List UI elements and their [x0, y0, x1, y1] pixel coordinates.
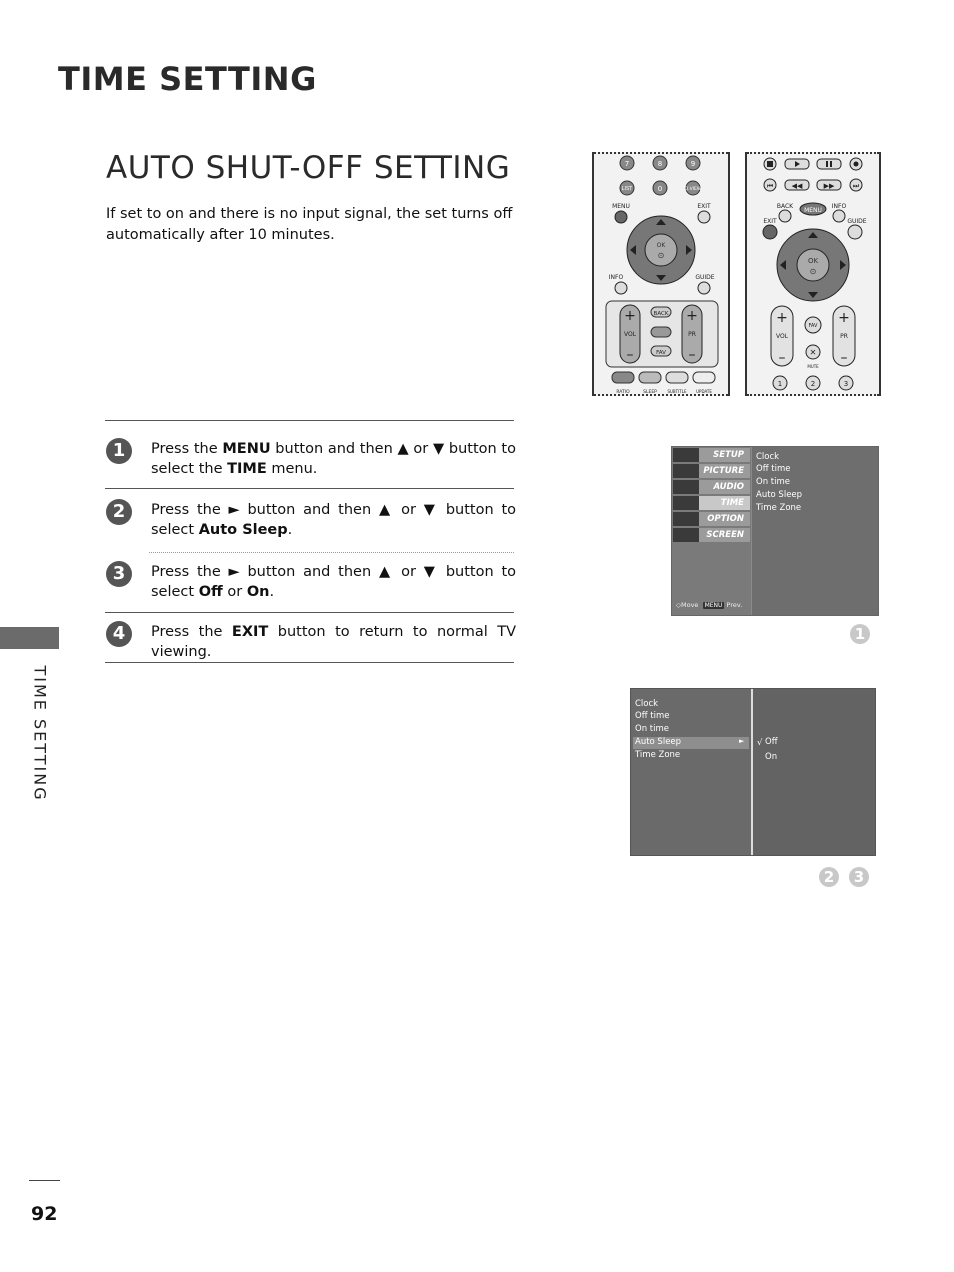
- list-key-label: LIST: [621, 186, 633, 192]
- svg-text:–: –: [840, 350, 848, 366]
- guide-label: GUIDE: [695, 274, 715, 281]
- ok-label: OK: [656, 242, 666, 249]
- page-number: 92: [31, 1203, 58, 1225]
- step-number: 3: [106, 561, 132, 587]
- side-label-text: TIME SETTING: [30, 665, 50, 802]
- osd-item-on-time[interactable]: On time: [756, 477, 790, 487]
- subtitle-button: [666, 372, 688, 383]
- ratio-button: [612, 372, 634, 383]
- back-label: BACK: [776, 203, 794, 210]
- osd-footer: [676, 601, 742, 609]
- osd-tab-audio[interactable]: AUDIO: [674, 480, 750, 494]
- step-divider-dotted: [149, 552, 514, 553]
- osd2-option-off[interactable]: Off: [765, 737, 778, 747]
- ok-button: [645, 234, 677, 266]
- update-label: UPDATE: [696, 389, 712, 394]
- osd-time-submenu: [630, 688, 876, 856]
- ratio-label: RATIO: [616, 390, 630, 395]
- fav-label: FAV: [656, 350, 666, 356]
- svg-text:–: –: [688, 347, 696, 363]
- info-label: INFO: [608, 274, 624, 281]
- blank-button: [651, 327, 671, 337]
- info-label: INFO: [831, 203, 847, 210]
- osd2-item-panel: [631, 689, 753, 855]
- osd2-option-on[interactable]: On: [765, 752, 778, 762]
- steps-top-rule: [105, 420, 514, 421]
- step-divider: [105, 612, 514, 613]
- step-text: Press the MENU button and then ▲ or ▼ button to select the TIME menu.: [151, 441, 516, 477]
- osd-tab-option[interactable]: OPTION: [674, 512, 750, 526]
- osd2-item-auto-sleep[interactable]: Auto Sleep: [635, 737, 682, 747]
- audio-thumb-icon: [673, 480, 699, 494]
- svg-text:⊙: ⊙: [809, 267, 817, 276]
- svg-text:⏭: ⏭: [852, 182, 860, 190]
- num-key-1-label: 1: [777, 380, 783, 388]
- osd2-option-panel: [753, 689, 875, 855]
- osd-item-auto-sleep[interactable]: Auto Sleep: [756, 490, 803, 500]
- osd-item-off-time[interactable]: Off time: [756, 464, 791, 474]
- check-icon: √: [757, 738, 763, 748]
- menu-label: MENU: [804, 207, 822, 214]
- pause-button: [817, 159, 841, 169]
- badge-step-3: 3: [849, 867, 869, 887]
- num-key-0-label: 0: [657, 185, 663, 193]
- main-heading: AUTO SHUT-OFF SETTING: [106, 150, 511, 186]
- ok-label: OK: [807, 257, 819, 265]
- step-number: 4: [106, 621, 132, 647]
- info-button: [833, 210, 845, 222]
- svg-text:+: +: [776, 310, 788, 326]
- osd-main-menu: [671, 446, 879, 616]
- osd2-item-clock[interactable]: Clock: [635, 699, 659, 709]
- footer-move: Move: [681, 601, 699, 609]
- step-text: Press the EXIT button to return to normal TV viewing.: [151, 624, 517, 660]
- arrow-right-icon: ►: [739, 737, 745, 745]
- guide-button: [698, 282, 710, 294]
- svg-text:✕: ✕: [809, 348, 817, 357]
- badge-step-1: 1: [850, 624, 870, 644]
- pr-label: PR: [688, 331, 696, 338]
- fav-label: FAV: [808, 323, 818, 329]
- sleep-button: [639, 372, 661, 383]
- exit-label: EXIT: [763, 218, 777, 225]
- badge-step-2: 2: [819, 867, 839, 887]
- info-button: [615, 282, 627, 294]
- osd2-item-time-zone[interactable]: Time Zone: [635, 750, 681, 760]
- back-button: [779, 210, 791, 222]
- ok-button: [797, 249, 829, 281]
- svg-text:⊙: ⊙: [657, 251, 665, 260]
- menu-label: MENU: [612, 203, 630, 210]
- qview-key-label: Q.VIEW: [684, 187, 702, 192]
- move-icon: ◇: [676, 601, 681, 609]
- svg-text:–: –: [626, 347, 634, 363]
- osd-tab-setup[interactable]: SETUP: [674, 448, 750, 462]
- osd-item-time-zone[interactable]: Time Zone: [756, 503, 802, 513]
- osd2-item-off-time[interactable]: Off time: [635, 711, 670, 721]
- num-key-8-label: 8: [657, 160, 663, 168]
- osd-tab-screen[interactable]: SCREEN: [674, 528, 750, 542]
- intro-text: If set to on and there is no input signal, the set turns off automatically after 10 minutes.: [106, 206, 513, 243]
- exit-button: [698, 211, 710, 223]
- svg-text:⏮: ⏮: [766, 182, 774, 190]
- remote-control-a: [592, 152, 730, 396]
- mute-label: MUTE: [807, 364, 819, 369]
- svg-text:–: –: [778, 350, 786, 366]
- exit-button: [763, 225, 777, 239]
- svg-text:+: +: [838, 310, 850, 326]
- subtitle-label: SUBTITLE: [667, 389, 687, 394]
- page-number-rule: [29, 1180, 60, 1181]
- step-number: 1: [106, 438, 132, 464]
- osd2-item-on-time[interactable]: On time: [635, 724, 669, 734]
- time-thumb-icon: [673, 496, 699, 510]
- num-key-3-label: 3: [843, 380, 849, 388]
- exit-label: EXIT: [697, 203, 711, 210]
- update-button: [693, 372, 715, 383]
- footer-prev: Prev.: [726, 601, 743, 609]
- footer-menu-key: MENU: [704, 602, 723, 609]
- osd-tab-picture[interactable]: PICTURE: [674, 464, 750, 478]
- num-key-7-label: 7: [624, 160, 630, 168]
- svg-text:+: +: [686, 308, 698, 324]
- svg-text:+: +: [624, 308, 636, 324]
- menu-button: [615, 211, 627, 223]
- step-text: Press the ► button and then ▲ or ▼ button to select Off or On.: [151, 564, 516, 600]
- num-key-9-label: 9: [690, 160, 696, 168]
- osd-tab-time[interactable]: TIME: [674, 496, 750, 510]
- side-tab: [0, 627, 59, 649]
- osd-item-clock[interactable]: Clock: [756, 452, 780, 462]
- section-title: TIME SETTING: [58, 60, 317, 98]
- picture-thumb-icon: [673, 464, 699, 478]
- vol-label: VOL: [623, 331, 637, 338]
- steps-bottom-rule: [105, 662, 514, 663]
- remote-control-b: [745, 152, 881, 396]
- sleep-label: SLEEP: [643, 390, 657, 395]
- svg-text:◀◀: ◀◀: [791, 182, 803, 190]
- pr-label: PR: [840, 333, 848, 340]
- osd-item-panel: [752, 447, 878, 615]
- step-number: 2: [106, 499, 132, 525]
- step-divider: [105, 488, 514, 489]
- num-key-2-label: 2: [810, 380, 816, 388]
- vol-label: VOL: [775, 333, 789, 340]
- step-text: Press the ► button and then ▲ or ▼ button to select Auto Sleep.: [151, 502, 516, 538]
- guide-label: GUIDE: [847, 218, 867, 225]
- guide-button: [848, 225, 862, 239]
- option-thumb-icon: [673, 512, 699, 526]
- back-label: BACK: [653, 311, 669, 317]
- setup-thumb-icon: [673, 448, 699, 462]
- osd-tab-column: [672, 447, 751, 615]
- svg-text:▶▶: ▶▶: [823, 182, 835, 190]
- side-label: [30, 660, 50, 802]
- screen-thumb-icon: [673, 528, 699, 542]
